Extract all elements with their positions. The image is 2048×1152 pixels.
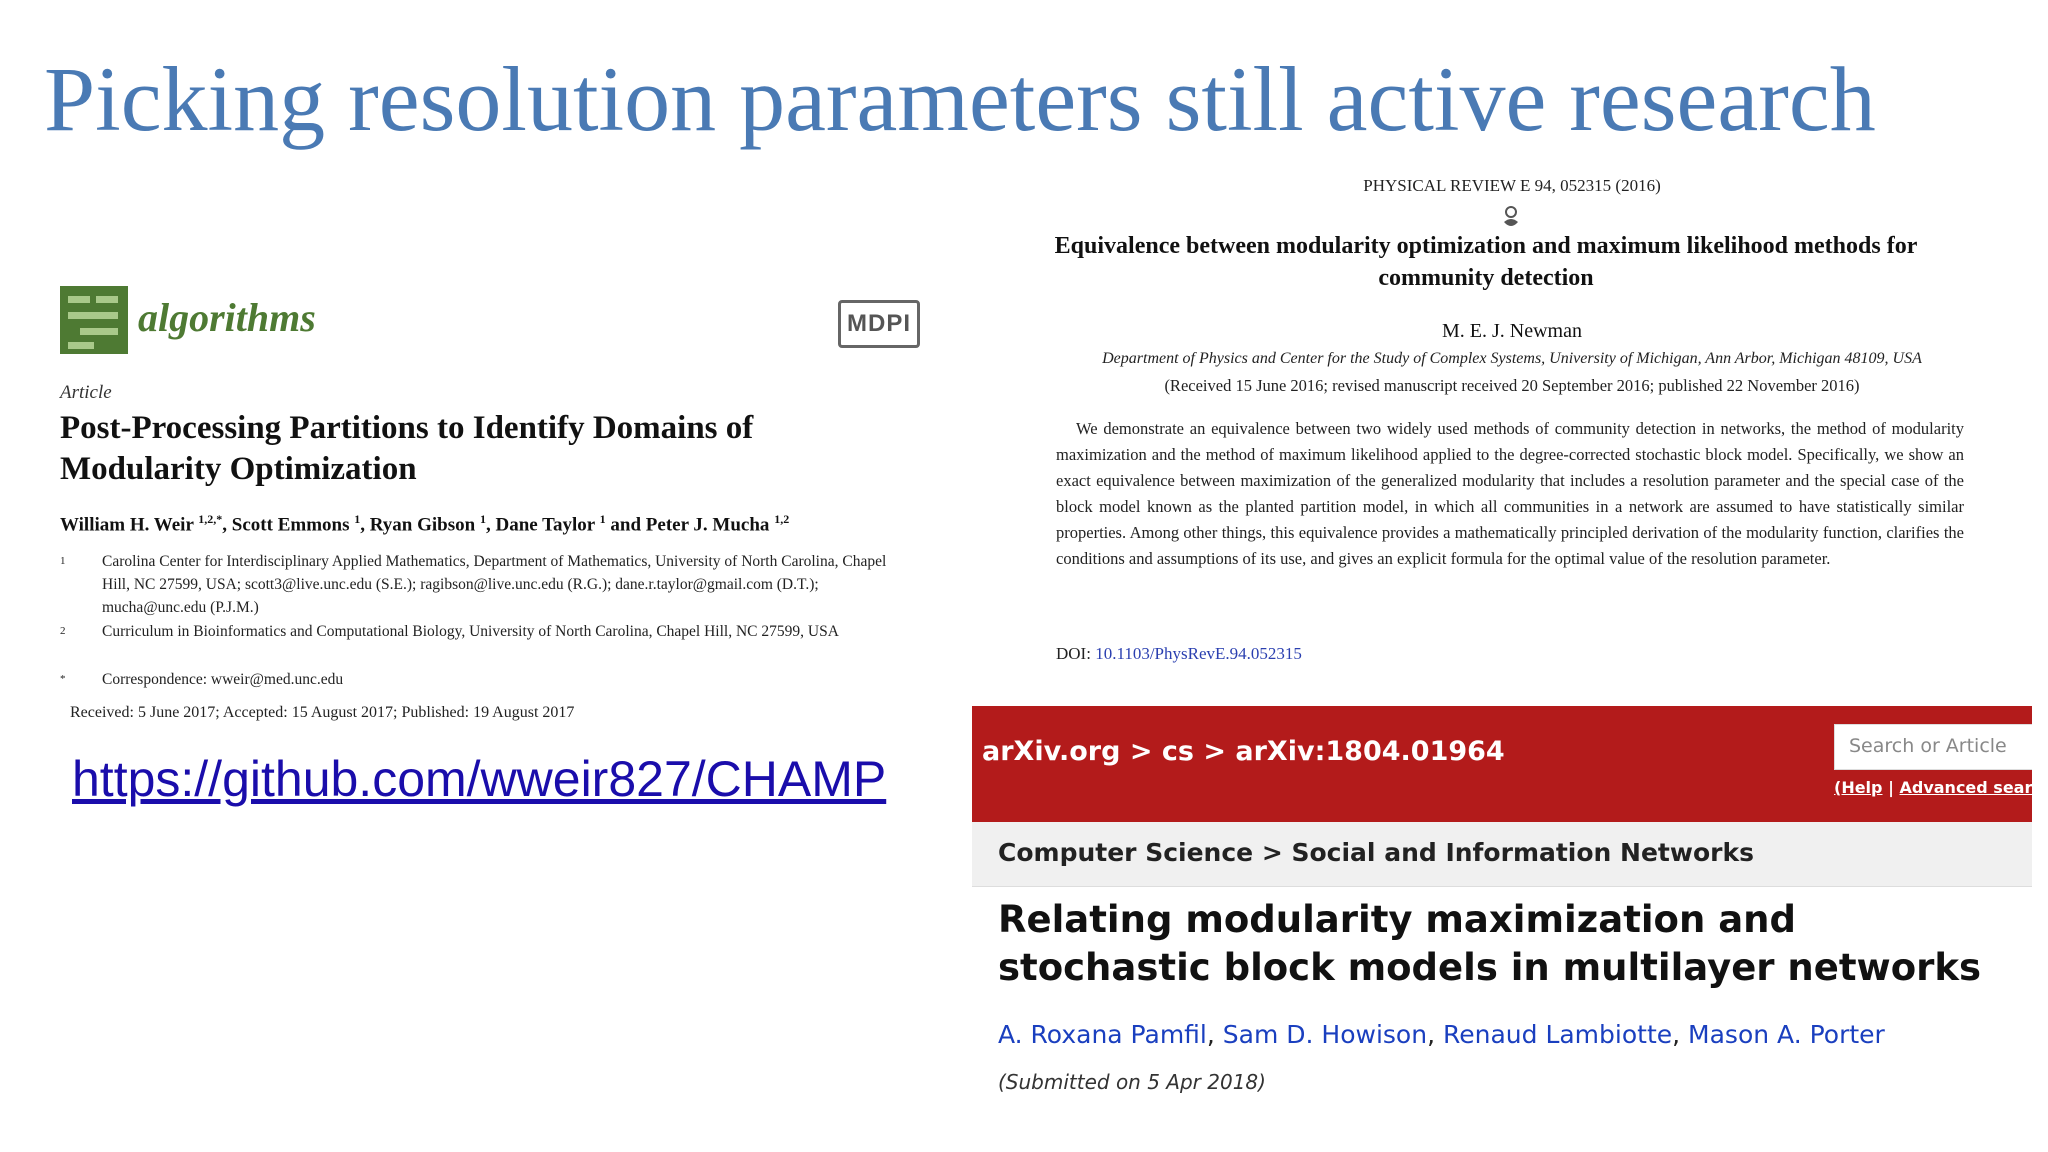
arxiv-header — [972, 706, 2032, 840]
submission-date: (Submitted on 5 Apr 2018) — [998, 1070, 1266, 1094]
author-affiliation: 1,2,* — [198, 512, 223, 526]
author-name: Dane Taylor — [495, 514, 595, 536]
advanced-search-link[interactable]: Advanced sear — [1899, 778, 2032, 797]
breadcrumb[interactable]: arXiv.org > cs > arXiv:1804.01964 — [982, 736, 1505, 767]
mdpi-paper-clipping: algorithms MDPI Article Post-Processing Partitions to Identify Domains of Modularity Optimization William H. Weir $^{1,2,*}$, Scott Emmons $^1$, Ryan Gibson $^1$, Dane Taylor $^1$ and Peter J. Mucha $^{1,2}$ 1 Carolina Center for Interdisciplinary Applied Mathematics, Department of Mathematics, University of North Carolina, Chapel Hill, NC 27599, USA; scott3@live.unc.edu (S.E.); ragibson@live.unc.edu (R.G.); dane.r.taylor@gmail.com (D.T.); mucha@unc.edu (P.J.M.) 2 Curriculum in Bioinformatics and Computational Biology, University of North Carolina, Chapel Hill, NC 27599, USA * Correspondence: wweir@med.unc.edu Received: 5 June 2017; Accepted: 15 August 2017; Published: 19 August 2017 — [50, 260, 930, 730]
subject-bar — [972, 822, 2032, 887]
author-name: William H. Weir — [60, 514, 194, 536]
received-dates: (Received 15 June 2016; revised manuscript received 20 September 2016; published 22 November 2016) — [1164, 376, 1860, 395]
author-link[interactable]: A. Roxana Pamfil — [998, 1020, 1207, 1049]
publisher-logo: MDPI — [838, 300, 920, 348]
doi-link[interactable]: 10.1103/PhysRevE.94.052315 — [1095, 644, 1302, 663]
paper-title: Relating modularity maximization and stochastic block models in multilayer networks — [998, 898, 1982, 989]
help-link[interactable]: (Help — [1834, 778, 1883, 797]
author-name: Peter J. Mucha — [645, 514, 770, 536]
publication-dates: Received: 5 June 2017; Accepted: 15 August 2017; Published: 19 August 2017 — [70, 704, 575, 721]
crossmark-icon — [1496, 204, 1526, 230]
author-affiliation: 1,2 — [774, 512, 790, 526]
author-link[interactable]: Renaud Lambiotte — [1442, 1020, 1673, 1049]
doi-label: DOI: — [1056, 644, 1091, 663]
help-links: (Help | Advanced sear — [1834, 778, 2032, 797]
author-name: M. E. J. Newman — [1442, 320, 1582, 342]
slide-title: Picking resolution parameters still active research — [44, 48, 1876, 150]
author-affiliation: 1 — [354, 512, 361, 526]
author-link[interactable]: Mason A. Porter — [1688, 1020, 1885, 1049]
journal-name: algorithms — [138, 295, 316, 340]
arxiv-page-clipping — [972, 706, 2032, 1106]
author-name: Scott Emmons — [231, 514, 350, 536]
journal-logo-icon — [60, 286, 128, 354]
author-name: Ryan Gibson — [369, 514, 476, 536]
author-affiliation: Department of Physics and Center for the Study of Complex Systems, University of Michigan, Ann Arbor, Michigan 48109, USA — [1102, 350, 1922, 367]
search-input[interactable]: Search or Article — [1834, 724, 2032, 770]
abstract: We demonstrate an equivalence between two widely used methods of community detection in networks, the method of modularity maximization and the method of maximum likelihood applied to the degree-corrected stochastic block model. Specifically, we show an exact equivalence between maximization of the generalized modularity that includes a resolution parameter and the special case of the block model known as the planted partition model, in which all communities in a network are assumed to have statistically similar properties. Among other things, this equivalence provides a mathematically principled derivation of the modularity function, clarifies the conditions and assumptions of its use, and gives an explicit formula for the optimal value of the resolution parameter. — [1056, 419, 1964, 568]
github-repo-link[interactable]: https://github.com/wweir827/CHAMP — [72, 751, 887, 807]
journal-header: PHYSICAL REVIEW E 94, 052315 (2016) — [1363, 176, 1661, 195]
article-type: Article — [60, 382, 112, 403]
doi-line — [1056, 644, 1302, 664]
physrev-paper-clipping — [976, 170, 2048, 670]
author-affiliation: 1 — [479, 512, 486, 526]
author-affiliation: 1 — [599, 512, 606, 526]
author-list: A. Roxana Pamfil, Sam D. Howison, Renaud Lambiotte, Mason A. Porter — [998, 1020, 1885, 1049]
author-list: William H. Weir $^{1,2,*}$, Scott Emmons $^1$, Ryan Gibson $^1$, Dane Taylor $^1$ and Peter J. Mucha $^{1,2}$ — [60, 512, 790, 536]
paper-title: Equivalence between modularity optimization and maximum likelihood methods for community detection — [1054, 233, 1918, 291]
author-link[interactable]: Sam D. Howison — [1222, 1020, 1428, 1049]
subject-breadcrumb: Computer Science > Social and Information Networks — [998, 838, 1754, 867]
paper-title: Post-Processing Partitions to Identify Domains of Modularity Optimization — [60, 410, 754, 487]
